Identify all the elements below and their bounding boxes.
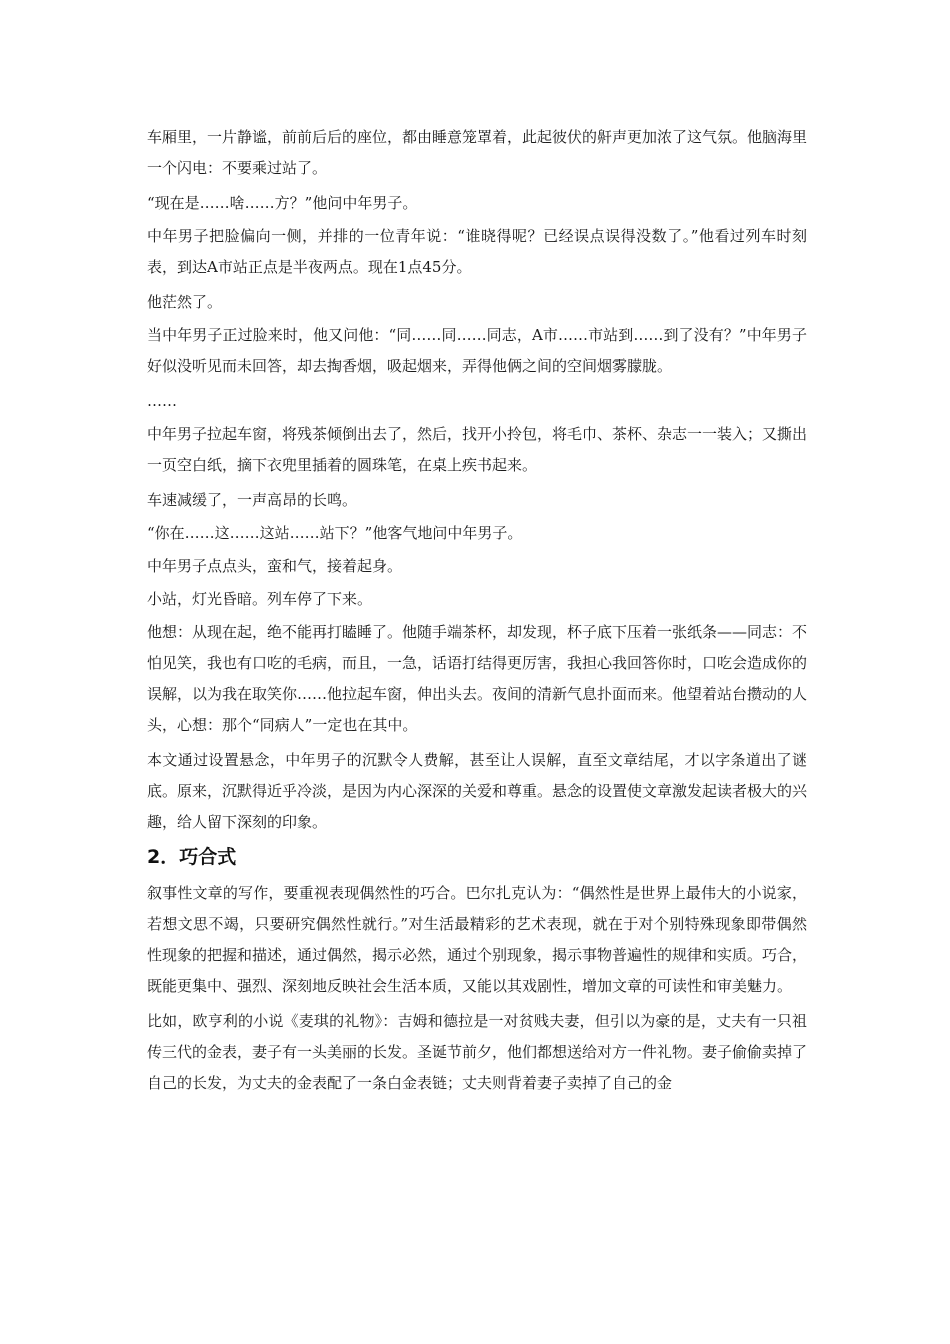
paragraph: 本文通过设置悬念，中年男子的沉默令人费解，甚至让人误解，直至文章结尾，才以字条道出了谜底。原来，沉默得近乎冷淡，是因为内心深深的关爱和尊重。悬念的设置使文章激发起读者极大的兴趣，给人留下深刻的印象。 [147, 751, 808, 831]
paragraph: 中年男子点点头，蛮和气，接着起身。 [147, 557, 403, 575]
paragraph: 他想：从现在起，绝不能再打瞌睡了。他随手端茶杯，却发现，杯子底下压着一张纸条——同志：不怕见笑，我也有口吃的毛病，而且，一急，话语打结得更厉害，我担心我回答你时，口吃会造成你的误解，以为我在取笑你……他拉起车窗，伸出头去。夜间的清新气息扑面而来。他望着站台攒动的人头，心想：那个“同病人”一定也在其中。 [147, 623, 808, 734]
paragraph: 中年男子把脸偏向一侧，并排的一位青年说：“谁晓得呢？已经误点误得没数了。”他看过列车时刻表，到达A市站正点是半夜两点。现在1点45分。 [147, 227, 807, 276]
paragraph: “现在是……啥……方？”他问中年男子。 [147, 194, 418, 212]
paragraph: 他茫然了。 [147, 293, 223, 311]
paragraph: 车厢里，一片静谧，前前后后的座位，都由睡意笼罩着，此起彼伏的鼾声更加浓了这气氛。他脑海里一个闪电：不要乘过站了。 [147, 128, 808, 177]
paragraph: 叙事性文章的写作，要重视表现偶然性的巧合。巴尔扎克认为：“偶然性是世界上最伟大的小说家，若想文思不竭，只要研究偶然性就行。”对生活最精彩的艺术表现，就在于对个别特殊现象即带偶然性现象的把握和描述，通过偶然，揭示必然，通过个别现象，揭示事物普遍性的规律和实质。巧合，既能更集中、强烈、深刻地反映社会生活本质，又能以其戏剧性，增加文章的可读性和审美魅力。 [147, 884, 808, 995]
paragraph-ellipsis: …… [147, 392, 177, 410]
section-heading: 2．巧合式 [147, 846, 237, 868]
paragraph: 小站，灯光昏暗。列车停了下来。 [147, 590, 373, 608]
paragraph: “你在……这……这站……站下？”他客气地问中年男子。 [147, 524, 523, 542]
document-page [147, 122, 807, 1103]
paragraph: 比如，欧亨利的小说《麦琪的礼物》：吉姆和德拉是一对贫贱夫妻，但引以为豪的是，丈夫有一只祖传三代的金表，妻子有一头美丽的长发。圣诞节前夕，他们都想送给对方一件礼物。妻子偷偷卖掉了自己的长发，为丈夫的金表配了一条白金表链；丈夫则背着妻子卖掉了自己的金 [147, 1012, 808, 1092]
paragraph: 车速减缓了，一声高昂的长鸣。 [147, 491, 358, 509]
paragraph: 中年男子拉起车窗，将残茶倾倒出去了，然后，找开小拎包，将毛巾、茶杯、杂志一一装入；又撕出一页空白纸，摘下衣兜里插着的圆珠笔，在桌上疾书起来。 [147, 425, 808, 474]
paragraph: 当中年男子正过脸来时，他又问他：“同……同……同志，A市……市站到……到了没有？”中年男子好似没听见而未回答，却去掏香烟，吸起烟来，弄得他俩之间的空间烟雾朦胧。 [147, 326, 807, 375]
